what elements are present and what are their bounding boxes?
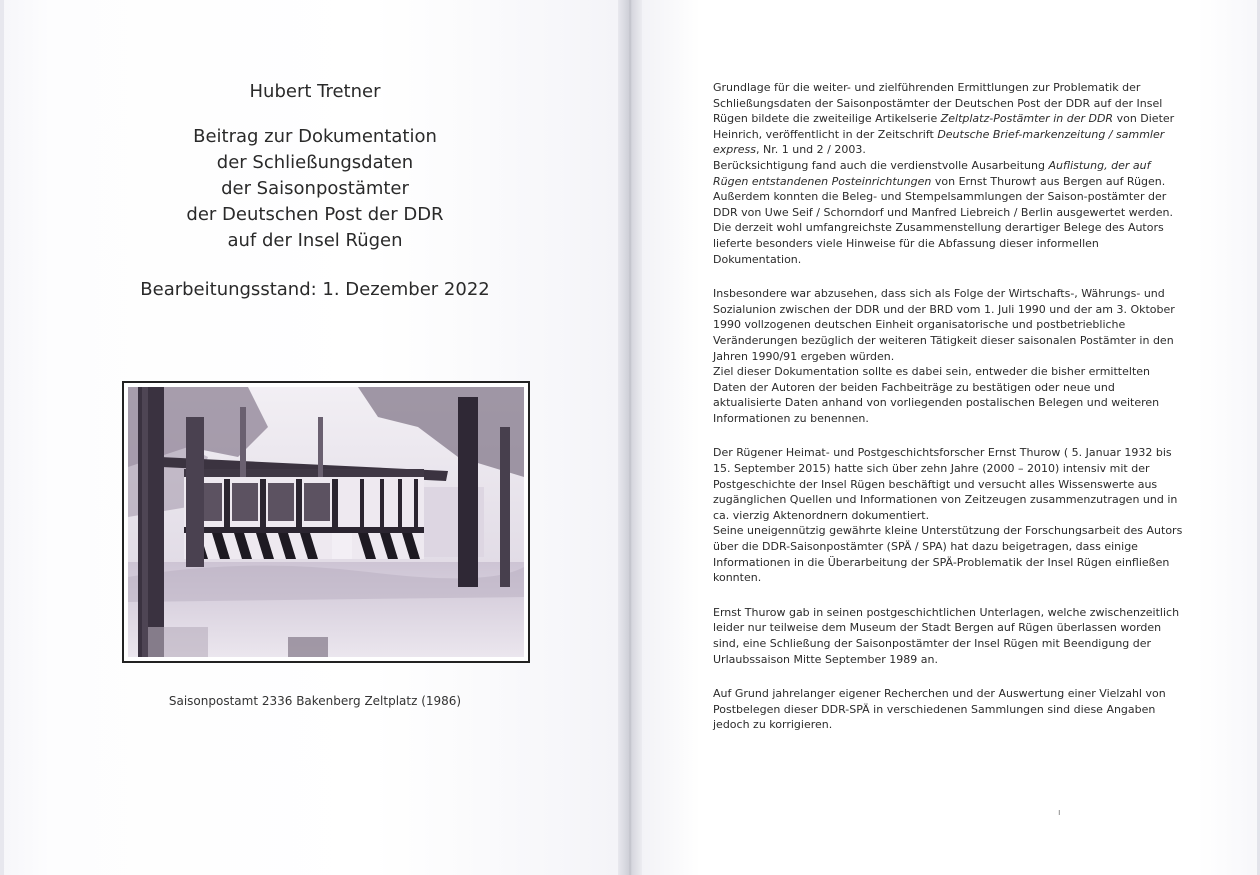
book-gutter (618, 0, 642, 875)
text-run: Seine uneigennützig gewährte kleine Unterstützung der Forschungsarbeit des Autors über die DDR-Saisonpostämter (SPÄ / SPA) hat dazu beigetragen, dass einige Informationen in die Überarbeitung der SPÄ-Problematik der Insel Rügen einfließen konnten. (713, 524, 1183, 585)
text-line-group (713, 158, 1183, 189)
text-run: Berücksichtigung fand auch die verdienstvolle Ausarbeitung (713, 158, 1049, 172)
post-office-photo (128, 387, 524, 657)
post-office-photo-drawing (128, 387, 524, 657)
paragraph-thurow (713, 445, 1183, 585)
text-run: Die derzeit wohl umfangreichste Zusammenstellung derartiger Belege des Autors lieferte besonders viele Hinweise für die Abfassung dieser informellen Dokumentation. (713, 221, 1164, 266)
scan-speck: ı (1058, 808, 1061, 818)
author-name: Hubert Tretner (249, 81, 381, 102)
text-run: Der Rügener Heimat- und Postgeschichtsforscher Ernst Thurow ( 5. Januar 1932 bis 15. September 2015) hatte sich über zehn Jahre (2000 – 2010) intensiv mit der Postgeschichte der Insel Rügen beschäftigt und versucht alles Wissenswerte aus zugänglichen Quellen und Informationen von Zeitzeugen zusammenzutragen und in ca. vierzig Aktenordnern dokumentiert. (713, 446, 1178, 522)
text-run: von Ernst Thurow† aus Bergen auf Rügen. (931, 174, 1166, 188)
text-run: , Nr. 1 und 2 / 2003. (756, 143, 866, 157)
title-line: der Deutschen Post der DDR (186, 204, 444, 225)
article-title: Zeltplatz-Postämter in der DDR (940, 112, 1114, 126)
work-title: Auflistung, der auf Rügen entstandenen Posteinrichtungen (713, 158, 1151, 188)
title-line: Beitrag zur Dokumentation (193, 126, 437, 147)
photo-frame (122, 381, 530, 663)
text-run: Grundlage für die weiter- und zielführenden Ermittlungen zur Problematik der Schließungsdaten der Saisonpostämter der Deutschen Post der DDR auf der Insel Rügen bildete die zweiteilige Artikelserie (713, 81, 1163, 126)
paragraph-correction: Auf Grund jahrelanger eigener Recherchen und der Auswertung einer Vielzahl von Postbelegen dieser DDR-SPÄ in verschiedenen Sammlungen sind diese Angaben jedoch zu korrigieren. (713, 687, 1166, 732)
text-run: von Dieter Heinrich, veröffentlicht in der Zeitschrift (713, 112, 1175, 141)
right-page-body (713, 80, 1183, 752)
title-line: der Saisonpostämter (221, 178, 409, 199)
title-line: auf der Insel Rügen (227, 230, 403, 251)
journal-title: Deutsche Brief-markenzeitung / sammler express (713, 127, 1165, 157)
title-line: der Schließungsdaten (216, 152, 414, 173)
text-run: Ziel dieser Dokumentation sollte es dabei sein, entweder die bisher ermittelten Daten der Autoren der beiden Fachbeiträge zu bestätigen oder neue und aktualisierte Daten anhand von vorliegenden postalischen Belegen und weiteren Informationen zu benennen. (713, 365, 1160, 425)
paragraph-sources (713, 80, 1183, 267)
text-run: Insbesondere war abzusehen, dass sich als Folge der Wirtschafts-, Währungs- und Sozialunion zwischen der DDR und der BRD vom 1. Juli 1990 und der am 3. Oktober 1990 vollzogenen deutschen Einheit organisatorische und postbetriebliche Veränderungen bezüglich der weiteren Tätigkeit dieser saisonalen Postämter in den Jahren 1990/91 ergeben würden. (713, 287, 1175, 363)
title-block (100, 80, 530, 320)
revision-status: Bearbeitungsstand: 1. Dezember 2022 (140, 279, 490, 300)
paragraph-closing-date: Ernst Thurow gab in seinen postgeschichtlichen Unterlagen, welche zwischenzeitlich leider nur teilweise dem Museum der Stadt Bergen auf Rügen überlassen worden sind, eine Schließung der Saisonpostämter der Insel Rügen mit Beendigung der Urlaubssaison Mitte September 1989 an. (713, 605, 1180, 666)
left-page-edge (0, 0, 4, 875)
paragraph-objectives (713, 286, 1183, 426)
text-run: Außerdem konnten die Beleg- und Stempelsammlungen der Saison-postämter der DDR von Uwe Seif / Schorndorf und Manfred Liebreich / Berlin ausgewertet werden. (713, 190, 1173, 219)
photo-caption: Saisonpostamt 2336 Bakenberg Zeltplatz (1986) (168, 694, 462, 708)
